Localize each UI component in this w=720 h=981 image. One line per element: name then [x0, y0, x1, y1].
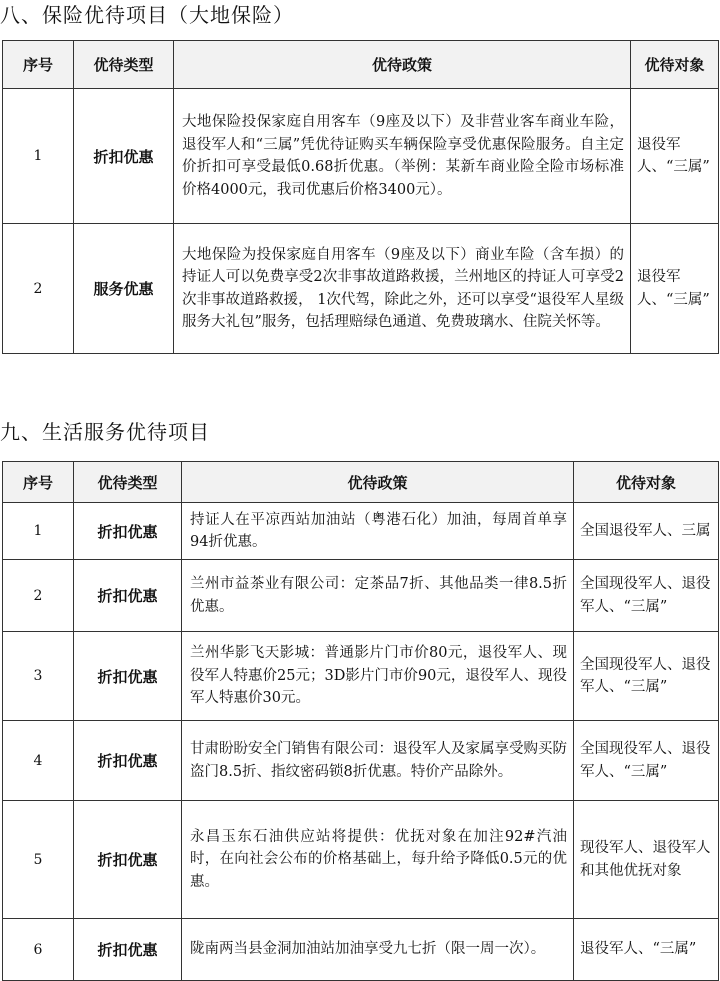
row-target: 全国现役军人、退役军人、“三属” — [574, 632, 719, 721]
row-target: 全国现役军人、退役军人、“三属” — [574, 560, 719, 632]
header-policy: 优待政策 — [182, 462, 574, 503]
row-no: 6 — [3, 919, 74, 981]
row-target: 退役军人、“三属” — [631, 224, 719, 354]
header-target: 优待对象 — [631, 41, 719, 89]
row-no: 2 — [3, 224, 74, 354]
row-target: 全国现役军人、退役军人、“三属” — [574, 721, 719, 801]
row-type: 服务优惠 — [74, 224, 174, 354]
row-type: 折扣优惠 — [74, 632, 182, 721]
table-row — [3, 919, 719, 981]
row-policy: 兰州华影飞天影城：普通影片门市价80元，退役军人、现役军人特惠价25元；3D影片门市价90元，退役军人、现役军人特惠价30元。 — [182, 632, 574, 721]
row-policy: 兰州市益茶业有限公司：定茶品7折、其他品类一律8.5折优惠。 — [182, 560, 574, 632]
table-row — [3, 224, 719, 354]
header-target: 优待对象 — [574, 462, 719, 503]
row-target: 退役军人、“三属” — [631, 89, 719, 224]
table-header-row — [3, 41, 719, 89]
row-target: 退役军人、“三属” — [574, 919, 719, 981]
table-row — [3, 89, 719, 224]
row-policy: 甘肃盼盼安全门销售有限公司：退役军人及家属享受购买防盗门8.5折、指纹密码锁8折优惠。特价产品除外。 — [182, 721, 574, 801]
table-row — [3, 503, 719, 560]
table-row — [3, 721, 719, 801]
row-target: 全国退役军人、三属 — [574, 503, 719, 560]
row-type: 折扣优惠 — [74, 721, 182, 801]
header-no: 序号 — [3, 462, 74, 503]
row-no: 1 — [3, 89, 74, 224]
section-9-title: 九、生活服务优待项目 — [0, 420, 210, 444]
row-no: 3 — [3, 632, 74, 721]
life-service-benefits-table — [2, 461, 719, 981]
row-type: 折扣优惠 — [74, 919, 182, 981]
header-no: 序号 — [3, 41, 74, 89]
row-policy: 大地保险为投保家庭自用客车（9座及以下）商业车险（含车损）的持证人可以免费享受2次非事故道路救援，兰州地区的持证人可享受2次非事故道路救援， 1次代驾，除此之外，还可以享受“退役军人星级服务大礼包”服务，包括理赔绿色通道、免费玻璃水、住院关怀等。 — [174, 224, 631, 354]
table-header-row — [3, 462, 719, 503]
table-row — [3, 632, 719, 721]
row-target: 现役军人、退役军人和其他优抚对象 — [574, 801, 719, 919]
row-policy: 陇南两当县金洞加油站加油享受九七折（限一周一次）。 — [182, 919, 574, 981]
row-policy: 大地保险投保家庭自用客车（9座及以下）及非营业客车商业车险，退役军人和“三属”凭优待证购买车辆保险享受优惠保险服务。自主定价折扣可享受最低0.68折优惠。（举例：某新车商业险全险市场标准价格4000元，我司优惠后价格3400元）。 — [174, 89, 631, 224]
row-policy: 持证人在平凉西站加油站（粤港石化）加油，每周首单享94折优惠。 — [182, 503, 574, 560]
row-type: 折扣优惠 — [74, 560, 182, 632]
row-policy: 永昌玉东石油供应站将提供：优抚对象在加注92#汽油时，在向社会公布的价格基础上，每升给予降低0.5元的优惠。 — [182, 801, 574, 919]
row-type: 折扣优惠 — [74, 503, 182, 560]
header-type: 优待类型 — [74, 41, 174, 89]
row-no: 4 — [3, 721, 74, 801]
row-no: 2 — [3, 560, 74, 632]
insurance-benefits-table — [2, 40, 719, 354]
header-type: 优待类型 — [74, 462, 182, 503]
header-policy: 优待政策 — [174, 41, 631, 89]
row-type: 折扣优惠 — [74, 89, 174, 224]
table-row — [3, 560, 719, 632]
section-8-title: 八、保险优待项目（大地保险） — [0, 3, 294, 27]
row-type: 折扣优惠 — [74, 801, 182, 919]
table-row — [3, 801, 719, 919]
row-no: 1 — [3, 503, 74, 560]
row-no: 5 — [3, 801, 74, 919]
